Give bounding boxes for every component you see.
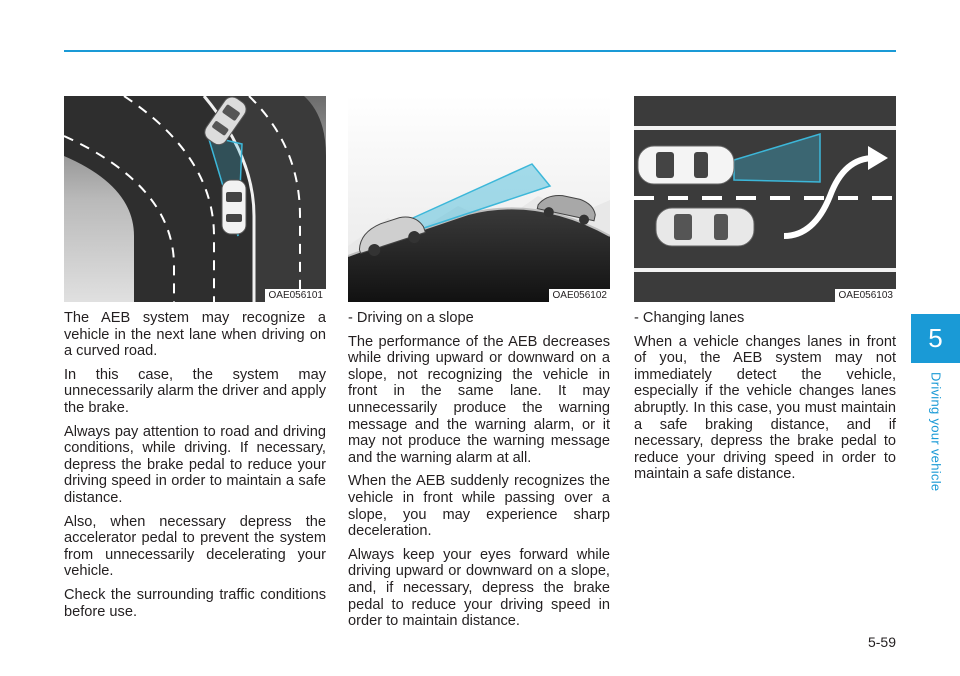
merging-car-icon xyxy=(656,208,754,246)
figure-lane-change xyxy=(634,96,896,302)
subheading: - Driving on a slope xyxy=(348,310,474,326)
subheading: - Changing lanes xyxy=(634,310,745,326)
curved-road-illustration xyxy=(64,96,326,302)
column-lane-change xyxy=(634,96,896,490)
paragraph: When the AEB suddenly recognizes the vehicle in front while passing over a slope, you may experience sharp deceleration. xyxy=(348,473,610,540)
section-label: Driving your vehicle xyxy=(928,372,944,492)
column-curved-road xyxy=(64,96,326,627)
body-text xyxy=(348,310,610,630)
paragraph: Always keep your eyes forward while driving upward or downward on a slope, and, if necessary, depress the brake pedal to reduce your driving speed in order to maintain distance. xyxy=(348,546,610,630)
paragraph: The AEB system may recognize a vehicle in the next lane when driving on a curved road. xyxy=(64,310,326,360)
paragraph: When a vehicle changes lanes in front of you, the AEB system may not immediately detect the vehicle, especially if the vehicle changes lanes abruptly. In this case, you must maintain a safe braking distance, and if necessary, depress the brake pedal to reduce your driving speed in order to maintain a safe distance. xyxy=(634,333,896,483)
paragraph: In this case, the system may unnecessarily alarm the driver and apply the brake. xyxy=(64,366,327,416)
own-car-icon xyxy=(222,180,246,234)
column-slope xyxy=(348,96,610,637)
paragraph: Always pay attention to road and driving conditions, while driving. If necessary, depress the brake pedal to reduce your driving speed in order to maintain a safe distance. xyxy=(64,423,326,506)
paragraph: Check the surrounding traffic conditions before use. xyxy=(64,586,326,620)
figure-curved-road xyxy=(64,96,326,302)
paragraph: The performance of the AEB decreases while driving upward or downward on a slope, not recognizing the vehicle in front in the same lane. It may unnecessarily produce the warning message and the warning alarm, or it may not produce the warning message and the warning alarm at all. xyxy=(348,333,610,466)
body-text xyxy=(634,310,896,483)
header-rule xyxy=(64,50,896,52)
slope-illustration xyxy=(348,96,610,302)
page-number: 5-59 xyxy=(867,634,896,650)
chapter-number-tab: 5 xyxy=(911,314,960,363)
own-car-icon xyxy=(638,146,734,184)
figure-code: OAE056101 xyxy=(265,289,327,302)
figure-code: OAE056102 xyxy=(549,289,611,302)
lane-change-illustration xyxy=(634,96,896,302)
figure-code: OAE056103 xyxy=(835,289,897,302)
figure-slope xyxy=(348,96,610,302)
body-text xyxy=(64,310,326,620)
paragraph: Also, when necessary depress the accelerator pedal to prevent the system from unnecessarily decelerating your vehicle. xyxy=(64,513,326,580)
